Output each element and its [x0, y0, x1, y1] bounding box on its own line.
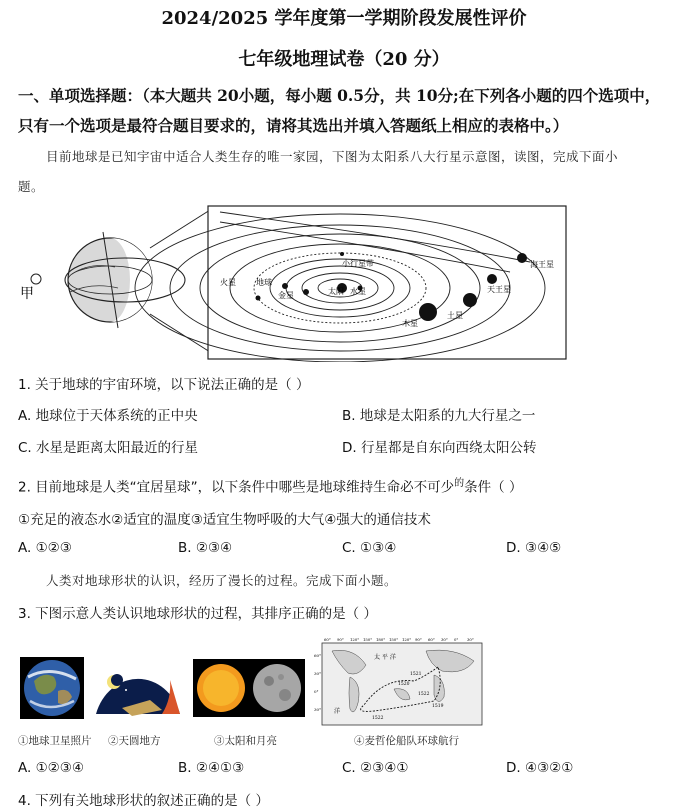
- section-heading-line2: 只有一个选项是最符合题目要求的，请将其选出并填入答题纸上相应的表格中。）: [18, 116, 569, 135]
- sun-moon-photo: [193, 659, 305, 717]
- map-lat-4: 30°: [314, 707, 322, 712]
- q3-option-b[interactable]: B. ②④①③: [178, 760, 245, 776]
- q3-option-c[interactable]: C. ②③④①: [342, 760, 409, 776]
- q1-option-c[interactable]: C. 水星是距离太阳最近的行星: [18, 440, 199, 456]
- q3-caption-4: ④麦哲伦船队环球航行: [354, 735, 459, 747]
- dome-sky-illustration: [92, 660, 184, 716]
- section-heading-line1: 一、单项选择题：（本大题共 20小题，每小题 0.5分，共 10分;在下列各小题的四个选项中，: [18, 86, 661, 105]
- map-lon-5: 180°: [376, 637, 386, 642]
- q3-caption-3: ③太阳和月亮: [214, 735, 277, 747]
- q3-caption-1: ①地球卫星照片: [18, 735, 92, 747]
- map-label-ocean: 洋: [334, 708, 341, 715]
- solar-system-figure: [10, 202, 580, 362]
- map-lat-1: 60°: [314, 653, 322, 658]
- map-lon-2: 90°: [337, 637, 344, 642]
- map-lon-1: 60°: [324, 637, 331, 642]
- map-lat-2: 30°: [314, 671, 322, 676]
- label-asteroid-belt: 小行星带: [342, 259, 374, 268]
- q1-option-d[interactable]: D. 行星都是自东向西绕太阳公转: [342, 440, 537, 456]
- label-uranus: 天王星: [487, 285, 511, 294]
- earth-satellite-photo: [20, 657, 84, 719]
- map-lon-11: 0°: [454, 637, 459, 642]
- map-lon-9: 60°: [428, 637, 435, 642]
- q2-stem-part1: 2. 目前地球是人类“宜居星球”，以下条件中哪些是地球维持生命必不可少: [18, 479, 455, 496]
- label-earth: 地球: [256, 278, 272, 287]
- map-year-1: 1520: [398, 682, 410, 687]
- map-lon-6: 150°: [389, 637, 399, 642]
- q2-option-a[interactable]: A. ①②③: [18, 540, 72, 556]
- label-jupiter: 木星: [402, 319, 418, 328]
- label-sun: 太阳: [328, 287, 344, 296]
- map-lon-4: 150°: [363, 637, 373, 642]
- map-lat-3: 0°: [314, 689, 319, 694]
- point-jia-marker: [31, 274, 41, 284]
- q3-caption-2: ②天圆地方: [108, 735, 161, 747]
- q2-stem-part2: 条件（ ）: [464, 479, 523, 496]
- map-lon-12: 30°: [467, 637, 474, 642]
- magellan-route-map: [314, 637, 486, 733]
- exam-subtitle: 七年级地理试卷（20 分）: [238, 49, 450, 70]
- map-year-2: 1519: [432, 704, 444, 709]
- q3-stem: 3. 下图示意人类认识地球形状的过程，其排序正确的是（ ）: [18, 606, 377, 622]
- intro-line1: 目前地球是已知宇宙中适合人类生存的唯一家园，下图为太阳系八大行星示意图，读图，完成下面小: [46, 149, 619, 164]
- q2-option-b[interactable]: B. ②③④: [178, 540, 233, 556]
- label-saturn: 土星: [447, 311, 463, 320]
- q2-option-d[interactable]: D. ③④⑤: [506, 540, 562, 556]
- map-year-5: 1522: [418, 692, 430, 697]
- q1-stem: 1. 关于地球的宇宙环境，以下说法正确的是（ ）: [18, 377, 310, 393]
- q3-option-d[interactable]: D. ④③②①: [506, 760, 574, 776]
- earth-globe-icon: [68, 232, 152, 328]
- map-year-4: 1521: [410, 672, 422, 677]
- q1-option-a[interactable]: A. 地球位于天体系统的正中央: [18, 408, 198, 424]
- label-mars: 火星: [220, 278, 236, 287]
- q4-stem: 4. 下列有关地球形状的叙述正确的是（ ）: [18, 793, 269, 809]
- intro2-text: 人类对地球形状的认识，经历了漫长的过程。完成下面小题。: [46, 573, 398, 588]
- q2-stem: [18, 474, 522, 496]
- map-lon-3: 120°: [350, 637, 360, 642]
- map-year-3: 1522: [372, 716, 384, 721]
- map-lon-10: 30°: [441, 637, 448, 642]
- q1-option-b[interactable]: B. 地球是太阳系的九大行星之一: [342, 408, 536, 424]
- map-lon-7: 120°: [402, 637, 412, 642]
- q2-stem-superscript: 的: [454, 478, 465, 489]
- exam-title: 2024/2025 学年度第一学期阶段发展性评价: [161, 8, 527, 29]
- q3-option-a[interactable]: A. ①②③④: [18, 760, 84, 776]
- q2-option-c[interactable]: C. ①③④: [342, 540, 397, 556]
- label-neptune: 海王星: [530, 260, 554, 269]
- label-jia: 甲: [20, 286, 34, 302]
- label-venus: 金星: [278, 291, 294, 300]
- intro-line2: 题。: [18, 179, 45, 194]
- q2-conditions: ①充足的液态水②适宜的温度③适宜生物呼吸的大气④强大的通信技术: [18, 512, 431, 528]
- label-mercury: 水星: [350, 287, 366, 296]
- map-label-pacific: 太 平 洋: [374, 654, 396, 661]
- map-lon-8: 90°: [415, 637, 422, 642]
